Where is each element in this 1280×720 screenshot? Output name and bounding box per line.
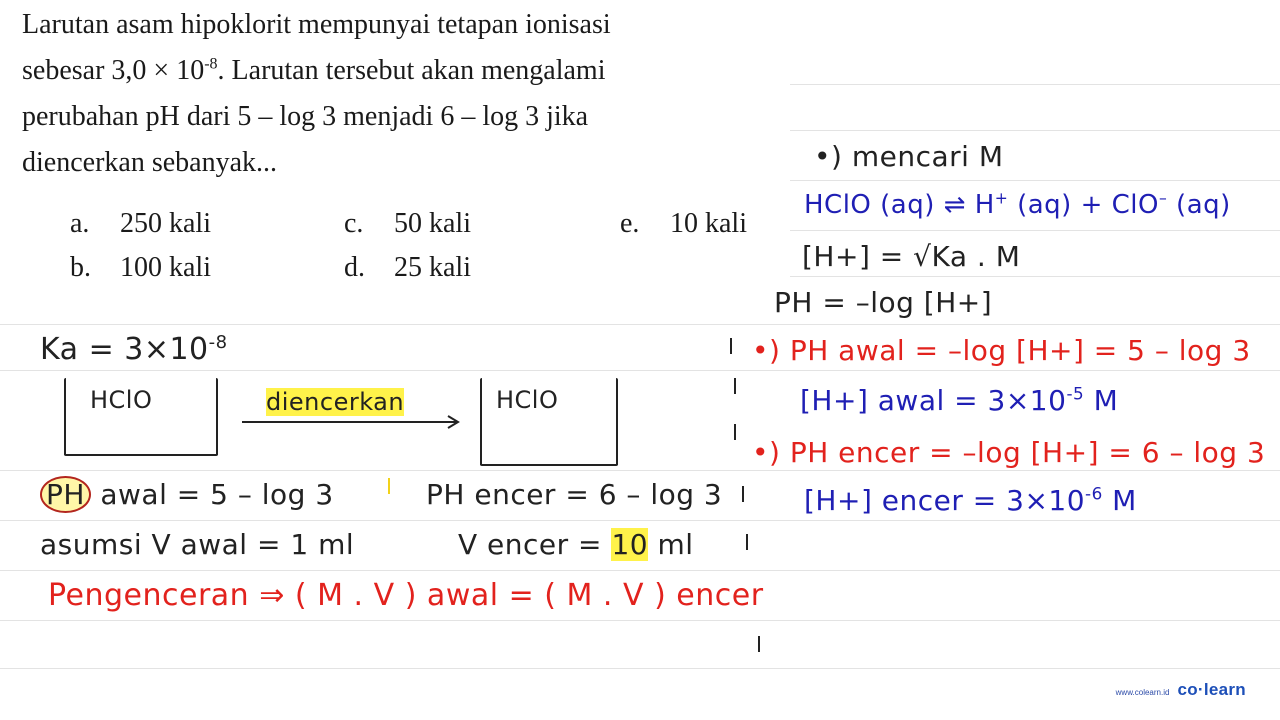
reaction-charge: – bbox=[1158, 189, 1168, 208]
ph-awal-text: awal = 5 – log 3 bbox=[100, 478, 334, 511]
reaction-part: HClO (aq) ⇌ H bbox=[804, 190, 995, 220]
question-line: perubahan pH dari 5 – log 3 menjadi 6 – log 3 jika bbox=[22, 101, 589, 132]
option-text: 250 kali bbox=[120, 208, 211, 239]
ruled-line bbox=[0, 668, 1280, 669]
h-encer-exponent: -6 bbox=[1085, 483, 1103, 504]
question-line: diencerkan sebanyak... bbox=[22, 147, 277, 178]
ka-exponent: -8 bbox=[208, 332, 228, 353]
logo-url: www.colearn.id bbox=[1115, 688, 1170, 697]
ph-encer-calc: •) PH encer = –log [H+] = 6 – log 3 bbox=[752, 436, 1266, 469]
option-letter: c. bbox=[344, 208, 364, 239]
v-awal-note: asumsi V awal = 1 ml bbox=[40, 528, 355, 561]
question-fragment: sebesar 3,0 × 10 bbox=[22, 55, 205, 86]
option-text: 50 kali bbox=[394, 208, 471, 239]
arrow-label-text: diencerkan bbox=[266, 388, 405, 416]
ionization-reaction bbox=[804, 190, 1231, 220]
option-text: 25 kali bbox=[394, 252, 471, 283]
option-text: 100 kali bbox=[120, 252, 211, 283]
h-encer-unit: M bbox=[1102, 484, 1137, 517]
option-text: 10 kali bbox=[670, 208, 747, 239]
pen-mark bbox=[734, 378, 736, 394]
h-awal-exponent: -5 bbox=[1066, 383, 1085, 404]
option-b bbox=[70, 248, 211, 288]
h-awal-calc bbox=[800, 384, 1118, 417]
v-encer-label: V encer = bbox=[458, 528, 603, 561]
ruled-line bbox=[790, 230, 1280, 231]
ph-definition: PH = –log [H+] bbox=[774, 286, 993, 319]
colearn-logo bbox=[1116, 680, 1246, 700]
ruled-line bbox=[0, 520, 1280, 521]
ph-circle: PH bbox=[40, 476, 91, 513]
option-letter: d. bbox=[344, 252, 365, 283]
ruled-line bbox=[790, 130, 1280, 131]
question-line bbox=[22, 48, 782, 94]
reaction-part: (aq) bbox=[1167, 190, 1231, 220]
pen-mark bbox=[388, 478, 390, 494]
option-a bbox=[70, 204, 211, 244]
ph-awal-calc: •) PH awal = –log [H+] = 5 – log 3 bbox=[752, 334, 1251, 367]
ph-awal-note bbox=[40, 476, 334, 513]
v-encer-value: 10 bbox=[611, 528, 649, 561]
pen-mark bbox=[742, 486, 744, 502]
ruled-line bbox=[0, 470, 1280, 471]
ruled-line bbox=[0, 370, 1280, 371]
ruled-line bbox=[790, 84, 1280, 85]
mencari-heading: •) mencari M bbox=[814, 140, 1004, 173]
option-e bbox=[620, 204, 747, 244]
option-c bbox=[344, 204, 471, 244]
ruled-line bbox=[790, 276, 1280, 277]
logo-brand: co·learn bbox=[1177, 680, 1246, 699]
reaction-charge: + bbox=[994, 189, 1009, 208]
reaction-part: (aq) + ClO bbox=[1008, 190, 1159, 220]
pengenceran-formula: Pengenceran ⇒ ( M . V ) awal = ( M . V ) encer bbox=[48, 578, 764, 613]
beaker-diluted-label: HClO bbox=[496, 386, 559, 414]
ruled-line bbox=[0, 620, 1280, 621]
pen-mark bbox=[758, 636, 760, 652]
beaker-initial-label: HClO bbox=[90, 386, 153, 414]
ruled-line bbox=[790, 180, 1280, 181]
option-letter: a. bbox=[70, 208, 90, 239]
h-awal-value: [H+] awal = 3×10 bbox=[800, 384, 1067, 417]
option-d bbox=[344, 248, 471, 288]
pen-mark bbox=[730, 338, 732, 354]
dilution-arrow bbox=[240, 410, 466, 434]
v-encer-note bbox=[458, 528, 694, 561]
h-encer-calc bbox=[804, 484, 1137, 517]
question-fragment: . Larutan tersebut akan mengalami bbox=[217, 55, 606, 86]
question-exponent: -8 bbox=[204, 55, 218, 73]
ruled-line bbox=[0, 570, 1280, 571]
pen-mark bbox=[746, 534, 748, 550]
ka-note bbox=[40, 332, 228, 367]
option-letter: b. bbox=[70, 252, 91, 283]
h-ion-formula: [H+] = √Ka . M bbox=[802, 240, 1021, 273]
ruled-line bbox=[0, 324, 1280, 325]
h-encer-value: [H+] encer = 3×10 bbox=[804, 484, 1086, 517]
ka-value: Ka = 3×10 bbox=[40, 332, 209, 367]
option-letter: e. bbox=[620, 208, 640, 239]
question-line: Larutan asam hipoklorit mempunyai tetapan ionisasi bbox=[22, 9, 611, 40]
question-text bbox=[22, 2, 782, 186]
h-awal-unit: M bbox=[1084, 384, 1119, 417]
ph-encer-note: PH encer = 6 – log 3 bbox=[426, 478, 723, 511]
v-encer-unit: ml bbox=[657, 528, 694, 561]
pen-mark bbox=[734, 424, 736, 440]
